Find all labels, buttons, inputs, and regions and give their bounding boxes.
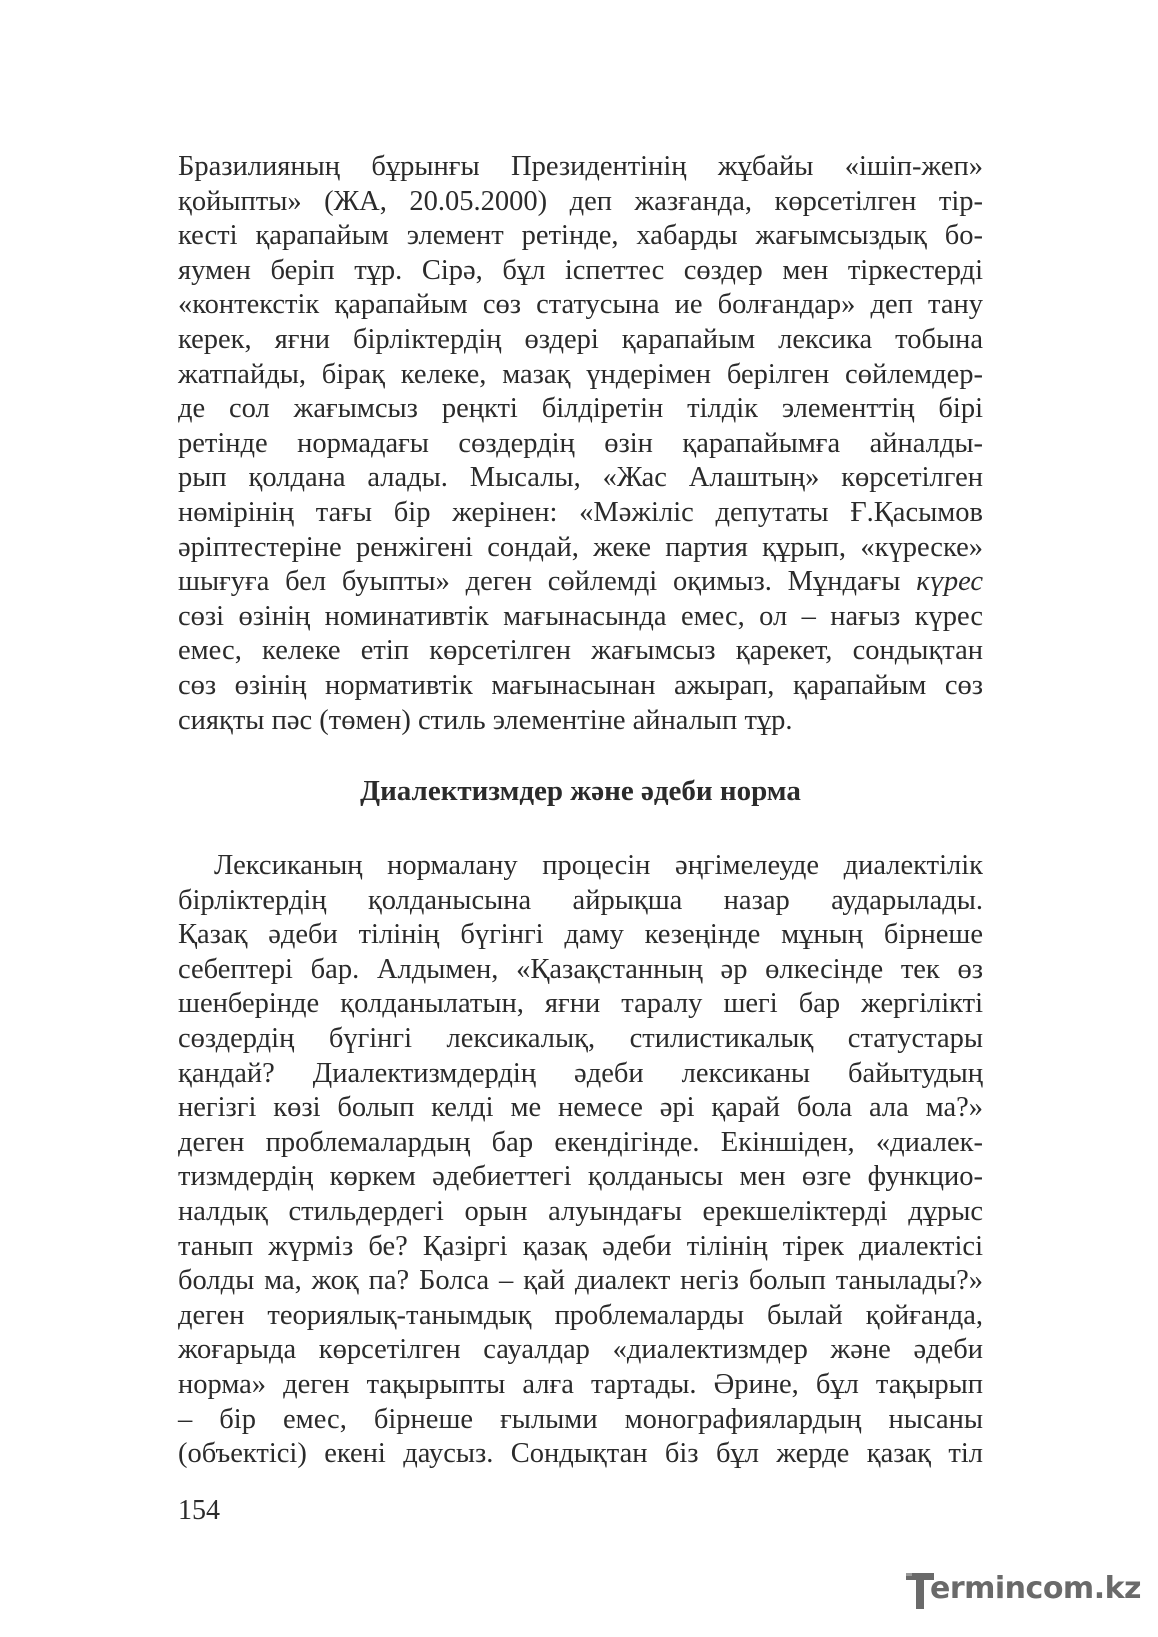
text-line: сөзі өзінің номинативтік мағынасында емес, ол – нағыз күрес <box>178 600 983 632</box>
text-line: себептері бар. Алдымен, «Қазақстанның әр өлкесінде тек өз <box>178 953 983 985</box>
text-line: сияқты пәс (төмен) стиль элементіне айналып тұр. <box>178 704 793 736</box>
text-line: кесті қарапайым элемент ретінде, хабарды жағымсыздық бо- <box>178 220 983 252</box>
text-line: сөз өзінің нормативтік мағынасынан ажырап, қарапайым сөз <box>178 669 983 701</box>
text-line: керек, яғни бірліктердің өздері қарапайым лексика тобына <box>178 323 983 355</box>
text-line: нөмірінің тағы бір жерінен: «Мәжіліс депутаты Ғ.Қасымов <box>178 496 983 528</box>
text-line: жатпайды, бірақ келеке, мазақ үндерімен берілген сөйлемдер- <box>178 358 983 390</box>
text-line: «контекстік қарапайым сөз статусына ие болғандар» деп тану <box>178 289 983 321</box>
text-segment: шығуға бел буыпты» деген сөйлемді оқимыз. Мұндағы <box>178 566 901 598</box>
text-line: Лексиканың нормалану процесін әңгімелеуде диалектілік <box>214 850 983 881</box>
text-line-with-italic <box>178 565 983 600</box>
text-line: бірліктердің қолданысына айрықша назар аударылады. <box>178 884 983 916</box>
section-heading: Диалектизмдер және әдеби норма <box>360 775 801 807</box>
text-line: шенберінде қолданылатын, яғни таралу шегі бар жергілікті <box>178 988 983 1020</box>
text-line: Қазақ әдеби тілінің бүгінгі даму кезеңінде мұның бірнеше <box>178 919 983 951</box>
text-line: жоғарыда көрсетілген сауалдар «диалектизмдер және әдеби <box>178 1334 983 1366</box>
text-line: Бразилияның бұрынғы Президентінің жұбайы «ішіп-жеп» <box>178 151 983 182</box>
text-line: рып қолдана алады. Мысалы, «Жас Алаштың» көрсетілген <box>178 462 983 494</box>
text-line: (объектісі) екені даусыз. Сондықтан біз бұл жерде қазақ тіл <box>178 1438 983 1470</box>
text-line: де сол жағымсыз реңкті білдіретін тілдік элементтің бірі <box>178 393 983 425</box>
text-line: норма» деген тақырыпты алға тартады. Әрине, бұл тақырып <box>178 1368 983 1400</box>
text-line: яумен беріп тұр. Сірә, бұл іспеттес сөздер мен тіркестерді <box>178 254 983 286</box>
text-line: деген теориялық-танымдық проблемаларды былай қойғанда, <box>178 1299 983 1331</box>
text-line: қойыпты» (ЖА, 20.05.2000) деп жазғанда, көрсетілген тір- <box>178 185 983 217</box>
text-line: болды ма, жоқ па? Болса – қай диалект негіз болып танылады?» <box>178 1265 983 1297</box>
paragraph-1 <box>178 150 983 738</box>
italic-term: күрес <box>916 566 983 598</box>
watermark-text: ermincom.kz <box>930 1571 1142 1606</box>
text-line: әріптестеріне ренжігені сондай, жеке партия құрып, «күреске» <box>178 531 983 563</box>
paragraph-2 <box>178 849 983 1472</box>
text-line: танып жүрміз бе? Қазіргі қазақ әдеби тілінің тірек диалектісі <box>178 1230 983 1262</box>
text-line: емес, келеке етіп көрсетілген жағымсыз қарекет, сондықтан <box>178 635 983 667</box>
text-line: налдық стильдердегі орын алуындағы ерекшеліктерді дұрыс <box>178 1195 983 1227</box>
text-line: – бір емес, бірнеше ғылыми монографиялардың нысаны <box>178 1403 983 1435</box>
watermark-logo <box>906 1569 1142 1619</box>
text-line: сөздердің бүгінгі лексикалық, стилистикалық статустары <box>178 1022 983 1054</box>
text-line: деген проблемалардың бар екендігінде. Екіншіден, «диалек- <box>178 1126 983 1158</box>
page-number: 154 <box>178 1495 220 1526</box>
text-line: негізгі көзі болып келді ме немесе әрі қарай бола ала ма?» <box>178 1092 983 1124</box>
text-line: ретінде нормадағы сөздердің өзін қарапайымға айналды- <box>178 427 983 459</box>
text-line: қандай? Диалектизмдердің әдеби лексиканы байытудың <box>178 1057 983 1089</box>
text-line: тизмдердің көркем әдебиеттегі қолданысы мен өзге функцио- <box>178 1161 983 1193</box>
